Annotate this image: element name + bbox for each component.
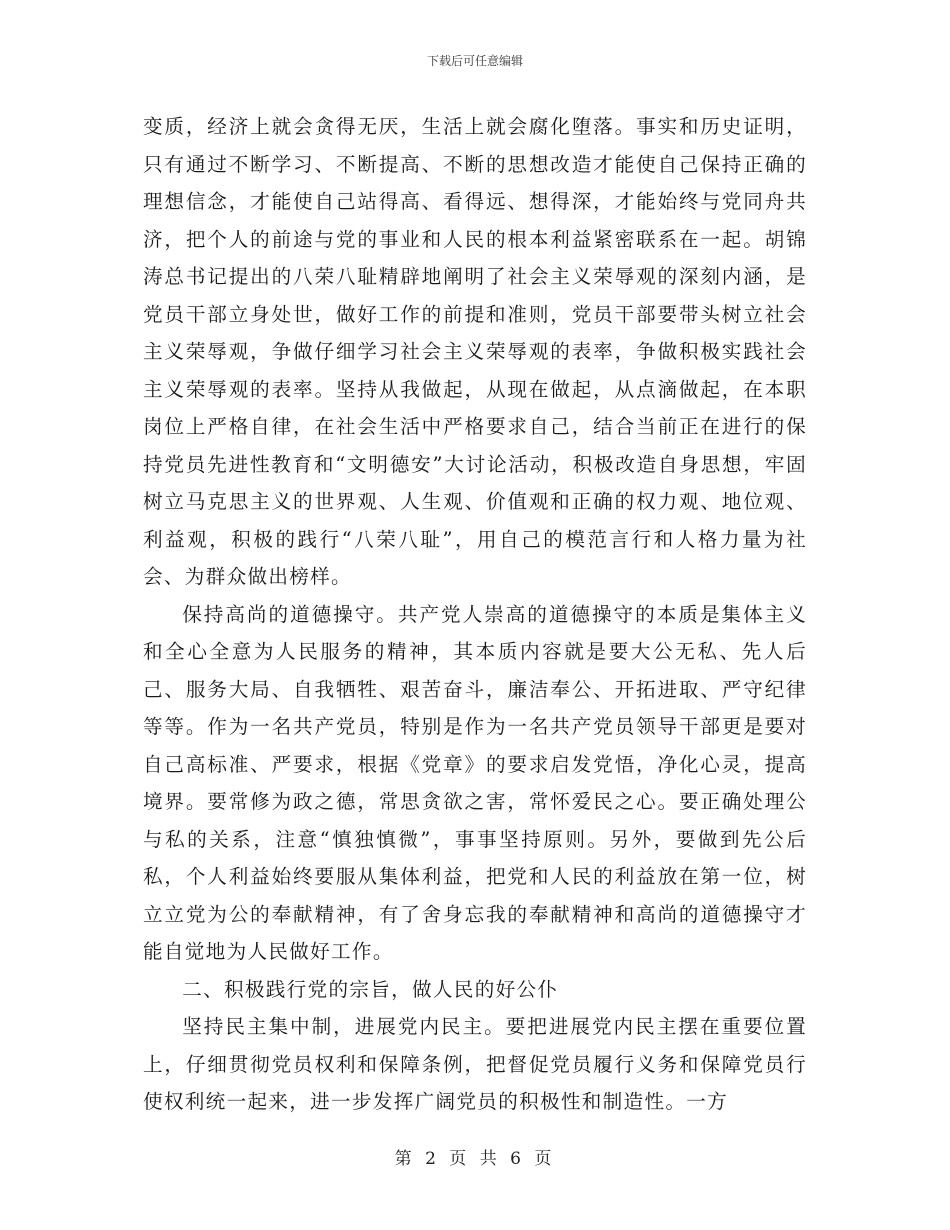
edit-note: 下载后可任意编辑 [426,54,523,68]
paragraph-continuation: 变质，经济上就会贪得无厌，生活上就会腐化堕落。事实和历史证明，只有通过不断学习、不断提高、不断的思想改造才能使自己保持正确的理想信念，才能使自己站得高、看得远、想得深，才能始终与党同舟共济，把个人的前途与党的事业和人民的根本利益紧密联系在一起。胡锦涛总书记提出的八荣八耻精辟地阐明了社会主义荣辱观的深刻内涵，是党员干部立身处世，做好工作的前提和准则，党员干部要带头树立社会主义荣辱观，争做仔细学习社会主义荣辱观的表率，争做积极实践社会主义荣辱观的表率。坚持从我做起，从现在做起，从点滴做起，在本职岗位上严格自律，在社会生活中严格要求自己，结合当前正在进行的保持党员先进性教育和“文明德安”大讨论活动，积极改造自身思想，牢固树立马克思主义的世界观、人生观、价值观和正确的权力观、地位观、利益观，积极的践行“八荣八耻”，用自己的模范言行和人格力量为社会、为群众做出榜样。 [143,115,807,588]
document-body [143,108,807,1121]
paragraph-democratic-centralism: 坚持民主集中制，进展党内民主。要把进展党内民主摆在重要位置上，仔细贯彻党员权利和保障条例，把督促党员履行义务和保障党员行使权利统一起来，进一步发挥广阔党员的积极性和制造性。一方 [143,1015,807,1113]
paragraph-moral-integrity: 保持高尚的道德操守。共产党人崇高的道德操守的本质是集体主义和全心全意为人民服务的精神，其本质内容就是要大公无私、先人后己、服务大局、自我牺牲、艰苦奋斗，廉洁奉公、开拓进取、严守纪律等等。作为一名共产党员，特别是作为一名共产党员领导干部更是要对自己高标准、严要求，根据《党章》的要求启发党悟，净化心灵，提高境界。要常修为政之德，常思贪欲之害，常怀爱民之心。要正确处理公与私的关系，注意“慎独慎微”，事事坚持原则。另外，要做到先公后私，个人利益始终要服从集体利益，把党和人民的利益放在第一位，树立立党为公的奉献精神，有了舍身忘我的奉献精神和高尚的道德操守才能自觉地为人民做好工作。 [143,602,807,963]
page-header [0,53,950,69]
page-footer [0,1148,950,1170]
section-heading: 二、积极践行党的宗旨，做人民的好公仆 [182,977,559,1001]
page-number: 第 2 页 共 6 页 [394,1149,556,1169]
